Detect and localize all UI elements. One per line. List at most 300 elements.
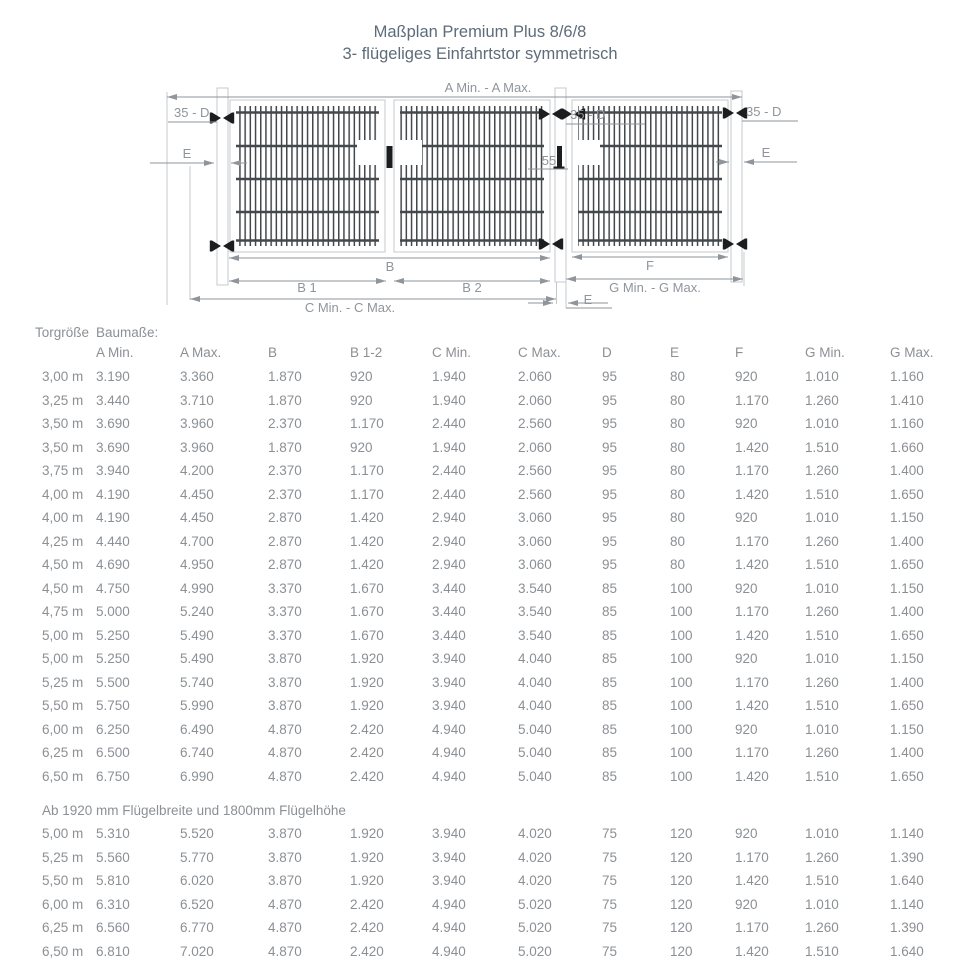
- cell-value: 6.740: [180, 745, 214, 761]
- cell-value: 100: [670, 721, 693, 737]
- table-row: [35, 694, 956, 718]
- cell-value: 100: [670, 698, 693, 714]
- cell-value: 1.870: [268, 392, 302, 408]
- cell-value: 5.770: [180, 849, 214, 865]
- cell-value: 1.920: [350, 651, 384, 667]
- cell-value: 1.010: [805, 580, 839, 596]
- cell-value: 1.260: [805, 533, 839, 549]
- cell-value: 1.170: [735, 745, 769, 761]
- cell-value: 2.420: [350, 745, 384, 761]
- cell-value: 1.650: [890, 627, 924, 643]
- cell-value: 1.650: [890, 698, 924, 714]
- cell-torgroesse: 3,00 m: [42, 369, 84, 385]
- cell-value: 95: [602, 392, 618, 408]
- table-row: [35, 916, 956, 940]
- cell-value: 95: [602, 439, 618, 455]
- cell-value: 1.010: [805, 896, 839, 912]
- cell-value: 95: [602, 510, 618, 526]
- cell-value: 1.150: [890, 721, 924, 737]
- cell-value: 920: [735, 510, 758, 526]
- cell-value: 6.500: [96, 745, 130, 761]
- cell-value: 4.020: [518, 873, 552, 889]
- cell-value: 3.940: [432, 873, 466, 889]
- cell-value: 1.650: [890, 768, 924, 784]
- cell-value: 1.420: [735, 943, 769, 959]
- cell-torgroesse: 3,25 m: [42, 392, 84, 408]
- cell-value: 6.990: [180, 768, 214, 784]
- cell-value: 5.520: [180, 826, 214, 842]
- col-header-c-min: C Min.: [432, 344, 472, 360]
- col-header-d: D: [602, 344, 612, 360]
- cell-value: 1.170: [735, 392, 769, 408]
- cell-value: 120: [670, 873, 693, 889]
- cell-value: 5.020: [518, 920, 552, 936]
- cell-value: 920: [735, 826, 758, 842]
- cell-value: 3.870: [268, 849, 302, 865]
- cell-value: 1.400: [890, 604, 924, 620]
- table-row: [35, 822, 956, 846]
- cell-value: 1.420: [350, 510, 384, 526]
- cell-value: 3.360: [180, 369, 214, 385]
- dim-label-e-left: E: [182, 146, 192, 161]
- gate-wing-2: [394, 100, 550, 252]
- cell-value: 4.190: [96, 510, 130, 526]
- cell-value: 4.700: [180, 533, 214, 549]
- cell-value: 3.940: [432, 651, 466, 667]
- cell-value: 3.940: [432, 698, 466, 714]
- cell-torgroesse: 6,50 m: [42, 943, 84, 959]
- cell-torgroesse: 3,50 m: [42, 416, 84, 432]
- cell-value: 1.010: [805, 826, 839, 842]
- cell-value: 3.190: [96, 369, 130, 385]
- cell-value: 75: [602, 849, 618, 865]
- table-row: [35, 846, 956, 870]
- cell-torgroesse: 4,00 m: [42, 510, 84, 526]
- cell-value: 5.250: [96, 651, 130, 667]
- cell-value: 4.940: [432, 745, 466, 761]
- cell-value: 6.310: [96, 896, 130, 912]
- cell-value: 3.960: [180, 439, 214, 455]
- cell-value: 920: [350, 392, 373, 408]
- table-row: [35, 389, 956, 413]
- cell-value: 75: [602, 896, 618, 912]
- cell-value: 5.500: [96, 674, 130, 690]
- cell-value: 3.940: [96, 463, 130, 479]
- cell-value: 80: [670, 439, 686, 455]
- header-torgroesse: Torgröße: [35, 324, 90, 340]
- col-header-f: F: [735, 344, 744, 360]
- cell-value: 1.510: [805, 943, 839, 959]
- cell-value: 1.940: [432, 439, 466, 455]
- cell-value: 4.040: [518, 674, 552, 690]
- cell-value: 2.440: [432, 486, 466, 502]
- cell-value: 2.440: [432, 416, 466, 432]
- cell-value: 80: [670, 416, 686, 432]
- cell-value: 5.990: [180, 698, 214, 714]
- cell-value: 4.870: [268, 768, 302, 784]
- cell-value: 1.260: [805, 674, 839, 690]
- cell-value: 4.990: [180, 580, 214, 596]
- cell-value: 1.650: [890, 557, 924, 573]
- dim-label-35d-mid: 35 - D: [570, 107, 606, 122]
- dimensions-table: [35, 322, 956, 963]
- cell-value: 85: [602, 768, 618, 784]
- cell-value: 6.560: [96, 920, 130, 936]
- cell-value: 920: [350, 369, 373, 385]
- cell-value: 120: [670, 920, 693, 936]
- cell-value: 1.140: [890, 896, 924, 912]
- cell-value: 1.670: [350, 627, 384, 643]
- cell-value: 1.510: [805, 557, 839, 573]
- cell-torgroesse: 4,50 m: [42, 580, 84, 596]
- cell-value: 5.240: [180, 604, 214, 620]
- table-row: [35, 600, 956, 624]
- cell-value: 75: [602, 920, 618, 936]
- cell-value: 100: [670, 580, 693, 596]
- cell-value: 2.940: [432, 557, 466, 573]
- cell-torgroesse: 3,50 m: [42, 439, 84, 455]
- cell-torgroesse: 4,00 m: [42, 486, 84, 502]
- cell-torgroesse: 5,00 m: [42, 826, 84, 842]
- cell-value: 3.870: [268, 674, 302, 690]
- cell-value: 2.420: [350, 768, 384, 784]
- cell-value: 3.540: [518, 580, 552, 596]
- cell-value: 85: [602, 580, 618, 596]
- cell-value: 1.510: [805, 486, 839, 502]
- cell-value: 1.420: [350, 533, 384, 549]
- cell-value: 1.170: [350, 463, 384, 479]
- cell-value: 85: [602, 698, 618, 714]
- cell-torgroesse: 6,25 m: [42, 745, 84, 761]
- table-row: [35, 553, 956, 577]
- dim-label-35d-left: 35 - D: [174, 105, 210, 120]
- cell-value: 3.870: [268, 826, 302, 842]
- cell-value: 3.440: [432, 604, 466, 620]
- cell-value: 3.440: [96, 392, 130, 408]
- cell-value: 1.170: [735, 604, 769, 620]
- table-row: [35, 940, 956, 964]
- cell-value: 2.420: [350, 920, 384, 936]
- cell-value: 4.870: [268, 745, 302, 761]
- cell-value: 5.560: [96, 849, 130, 865]
- table-column-headers: [35, 342, 956, 362]
- table-header-group: [35, 322, 956, 342]
- cell-value: 5.000: [96, 604, 130, 620]
- cell-value: 3.060: [518, 557, 552, 573]
- cell-value: 1.420: [735, 486, 769, 502]
- cell-value: 5.040: [518, 768, 552, 784]
- cell-value: 4.940: [432, 920, 466, 936]
- table-row: [35, 483, 956, 507]
- cell-value: 4.940: [432, 768, 466, 784]
- cell-value: 85: [602, 745, 618, 761]
- cell-value: 4.040: [518, 698, 552, 714]
- center-latch: [387, 146, 393, 168]
- cell-value: 80: [670, 533, 686, 549]
- cell-value: 80: [670, 463, 686, 479]
- cell-value: 1.170: [735, 463, 769, 479]
- cell-value: 120: [670, 849, 693, 865]
- dim-label-b1: B 1: [297, 280, 317, 295]
- cell-value: 1.920: [350, 674, 384, 690]
- cell-value: 3.440: [432, 627, 466, 643]
- cell-value: 2.370: [268, 486, 302, 502]
- table-row: [35, 624, 956, 648]
- cell-value: 5.250: [96, 627, 130, 643]
- cell-value: 1.420: [735, 768, 769, 784]
- table-row: [35, 741, 956, 765]
- cell-value: 1.170: [350, 416, 384, 432]
- cell-value: 75: [602, 826, 618, 842]
- dim-label-b: B: [385, 259, 395, 274]
- cell-value: 1.260: [805, 920, 839, 936]
- cell-value: 1.670: [350, 580, 384, 596]
- gate-wing-1: [230, 100, 385, 252]
- col-header-g-min: G Min.: [805, 344, 845, 360]
- cell-value: 95: [602, 533, 618, 549]
- cell-value: 1.510: [805, 873, 839, 889]
- table-row: [35, 893, 956, 917]
- right-post: [731, 91, 742, 282]
- col-header-e: E: [670, 344, 680, 360]
- table-row: [35, 530, 956, 554]
- cell-value: 3.940: [432, 849, 466, 865]
- cell-value: 1.920: [350, 873, 384, 889]
- cell-value: 1.260: [805, 604, 839, 620]
- cell-value: 1.010: [805, 510, 839, 526]
- cell-value: 120: [670, 943, 693, 959]
- cell-value: 100: [670, 768, 693, 784]
- table-row: [35, 647, 956, 671]
- cell-value: 1.510: [805, 627, 839, 643]
- cell-value: 2.870: [268, 557, 302, 573]
- cell-value: 1.920: [350, 849, 384, 865]
- cell-torgroesse: 3,75 m: [42, 463, 84, 479]
- cell-value: 1.150: [890, 580, 924, 596]
- cell-value: 100: [670, 651, 693, 667]
- table-row: [35, 718, 956, 742]
- cell-value: 1.170: [735, 849, 769, 865]
- cell-value: 3.690: [96, 416, 130, 432]
- cell-value: 3.440: [432, 580, 466, 596]
- table-row: [35, 412, 956, 436]
- cell-value: 1.400: [890, 463, 924, 479]
- gate-wing-3: [572, 100, 728, 252]
- cell-value: 5.040: [518, 721, 552, 737]
- cell-value: 1.410: [890, 392, 924, 408]
- cell-value: 3.370: [268, 580, 302, 596]
- cell-value: 2.420: [350, 721, 384, 737]
- cell-value: 5.310: [96, 826, 130, 842]
- cell-value: 85: [602, 651, 618, 667]
- cell-torgroesse: 4,75 m: [42, 604, 84, 620]
- cell-value: 3.960: [180, 416, 214, 432]
- cell-value: 1.170: [735, 674, 769, 690]
- dim-label-e-right: E: [761, 145, 771, 160]
- cell-value: 3.540: [518, 627, 552, 643]
- cell-value: 1.010: [805, 416, 839, 432]
- cell-torgroesse: 5,00 m: [42, 627, 84, 643]
- cell-value: 2.060: [518, 439, 552, 455]
- cell-value: 4.450: [180, 486, 214, 502]
- cell-value: 1.640: [890, 873, 924, 889]
- cell-value: 920: [350, 439, 373, 455]
- dim-label-a: A Min. - A Max.: [444, 80, 532, 95]
- dim-label-35d-right: 35 - D: [746, 104, 782, 119]
- cell-value: 1.400: [890, 674, 924, 690]
- cell-value: 1.010: [805, 651, 839, 667]
- cell-torgroesse: 5,25 m: [42, 674, 84, 690]
- cell-value: 4.750: [96, 580, 130, 596]
- col-header-c-max: C Max.: [518, 344, 561, 360]
- col-header-b1-2: B 1-2: [350, 344, 383, 360]
- cell-value: 1.870: [268, 369, 302, 385]
- cell-value: 3.870: [268, 873, 302, 889]
- col-header-a-max: A Max.: [180, 344, 222, 360]
- table-body: [35, 365, 956, 963]
- col-header-g-max: G Max.: [890, 344, 934, 360]
- cell-value: 1.420: [735, 698, 769, 714]
- cell-value: 1.010: [805, 721, 839, 737]
- table-row: [35, 506, 956, 530]
- cell-value: 920: [735, 721, 758, 737]
- cell-value: 95: [602, 557, 618, 573]
- cell-value: 920: [735, 896, 758, 912]
- cell-value: 2.940: [432, 510, 466, 526]
- cell-value: 1.390: [890, 849, 924, 865]
- cell-value: 85: [602, 604, 618, 620]
- table-row: [35, 869, 956, 893]
- cell-value: 95: [602, 369, 618, 385]
- cell-value: 1.260: [805, 849, 839, 865]
- cell-value: 1.260: [805, 745, 839, 761]
- cell-value: 1.660: [890, 439, 924, 455]
- col-header-b: B: [268, 344, 278, 360]
- cell-value: 100: [670, 604, 693, 620]
- dim-label-f: F: [646, 258, 654, 273]
- cell-value: 1.510: [805, 768, 839, 784]
- hinge-icon: [539, 239, 563, 250]
- cell-value: 1.940: [432, 392, 466, 408]
- cell-value: 6.750: [96, 768, 130, 784]
- cell-value: 2.060: [518, 369, 552, 385]
- cell-value: 2.560: [518, 463, 552, 479]
- cell-value: 80: [670, 369, 686, 385]
- cell-value: 6.520: [180, 896, 214, 912]
- cell-value: 5.020: [518, 943, 552, 959]
- cell-value: 1.400: [890, 533, 924, 549]
- cell-value: 3.870: [268, 698, 302, 714]
- cell-value: 4.020: [518, 849, 552, 865]
- cell-value: 3.940: [432, 674, 466, 690]
- cell-value: 3.370: [268, 604, 302, 620]
- dim-label-e-bottom: E: [583, 292, 593, 307]
- document-title: [0, 21, 960, 65]
- cell-value: 1.670: [350, 604, 384, 620]
- cell-value: 4.440: [96, 533, 130, 549]
- cell-value: 6.020: [180, 873, 214, 889]
- hinge-icon: [539, 109, 563, 120]
- cell-value: 1.150: [890, 651, 924, 667]
- dim-label-b2: B 2: [462, 280, 482, 295]
- cell-value: 5.040: [518, 745, 552, 761]
- section-note: Ab 1920 mm Flügelbreite und 1800mm Flügelhöhe: [42, 802, 346, 818]
- cell-value: 3.870: [268, 651, 302, 667]
- cell-value: 6.770: [180, 920, 214, 936]
- cell-value: 4.940: [432, 896, 466, 912]
- cell-value: 4.450: [180, 510, 214, 526]
- cell-value: 80: [670, 557, 686, 573]
- cell-value: 80: [670, 510, 686, 526]
- table-row: [35, 459, 956, 483]
- cell-value: 1.150: [890, 510, 924, 526]
- cell-value: 4.870: [268, 896, 302, 912]
- cell-value: 100: [670, 745, 693, 761]
- cell-value: 1.920: [350, 826, 384, 842]
- cell-value: 100: [670, 627, 693, 643]
- cell-value: 920: [735, 416, 758, 432]
- cell-value: 1.420: [350, 557, 384, 573]
- cell-value: 5.740: [180, 674, 214, 690]
- cell-value: 1.420: [735, 557, 769, 573]
- cell-value: 1.160: [890, 416, 924, 432]
- cell-value: 2.370: [268, 463, 302, 479]
- cell-value: 2.060: [518, 392, 552, 408]
- title-line-2: 3- flügeliges Einfahrtstor symmetrisch: [342, 45, 618, 63]
- table-row: [35, 436, 956, 460]
- cell-value: 3.940: [432, 826, 466, 842]
- cell-torgroesse: 5,50 m: [42, 698, 84, 714]
- header-baumasse: Baumaße:: [96, 324, 159, 340]
- cell-torgroesse: 4,50 m: [42, 557, 84, 573]
- cell-value: 3.540: [518, 604, 552, 620]
- cell-value: 85: [602, 627, 618, 643]
- cell-value: 2.560: [518, 486, 552, 502]
- cell-value: 80: [670, 486, 686, 502]
- cell-value: 2.560: [518, 416, 552, 432]
- cell-value: 4.190: [96, 486, 130, 502]
- cell-value: 5.810: [96, 873, 130, 889]
- cell-value: 4.940: [432, 943, 466, 959]
- cell-value: 920: [735, 369, 758, 385]
- cell-torgroesse: 6,50 m: [42, 768, 84, 784]
- cell-value: 120: [670, 896, 693, 912]
- table-row: [35, 765, 956, 789]
- cell-value: 1.170: [350, 486, 384, 502]
- dim-label-g: G Min. - G Max.: [609, 280, 701, 295]
- cell-value: 3.690: [96, 439, 130, 455]
- cell-value: 1.940: [432, 369, 466, 385]
- cell-value: 4.870: [268, 721, 302, 737]
- cell-value: 4.940: [432, 721, 466, 737]
- cell-value: 6.810: [96, 943, 130, 959]
- cell-torgroesse: 5,25 m: [42, 849, 84, 865]
- cell-value: 85: [602, 721, 618, 737]
- gate-technical-drawing: [0, 76, 960, 316]
- cell-value: 4.870: [268, 920, 302, 936]
- cell-value: 1.260: [805, 463, 839, 479]
- col-header-a-min: A Min.: [96, 344, 134, 360]
- cell-value: 1.140: [890, 826, 924, 842]
- cell-value: 1.260: [805, 392, 839, 408]
- cell-value: 5.490: [180, 627, 214, 643]
- cell-value: 100: [670, 674, 693, 690]
- cell-value: 95: [602, 486, 618, 502]
- cell-torgroesse: 5,50 m: [42, 873, 84, 889]
- cell-value: 4.870: [268, 943, 302, 959]
- dim-label-c: C Min. - C Max.: [304, 300, 396, 315]
- cell-value: 1.920: [350, 698, 384, 714]
